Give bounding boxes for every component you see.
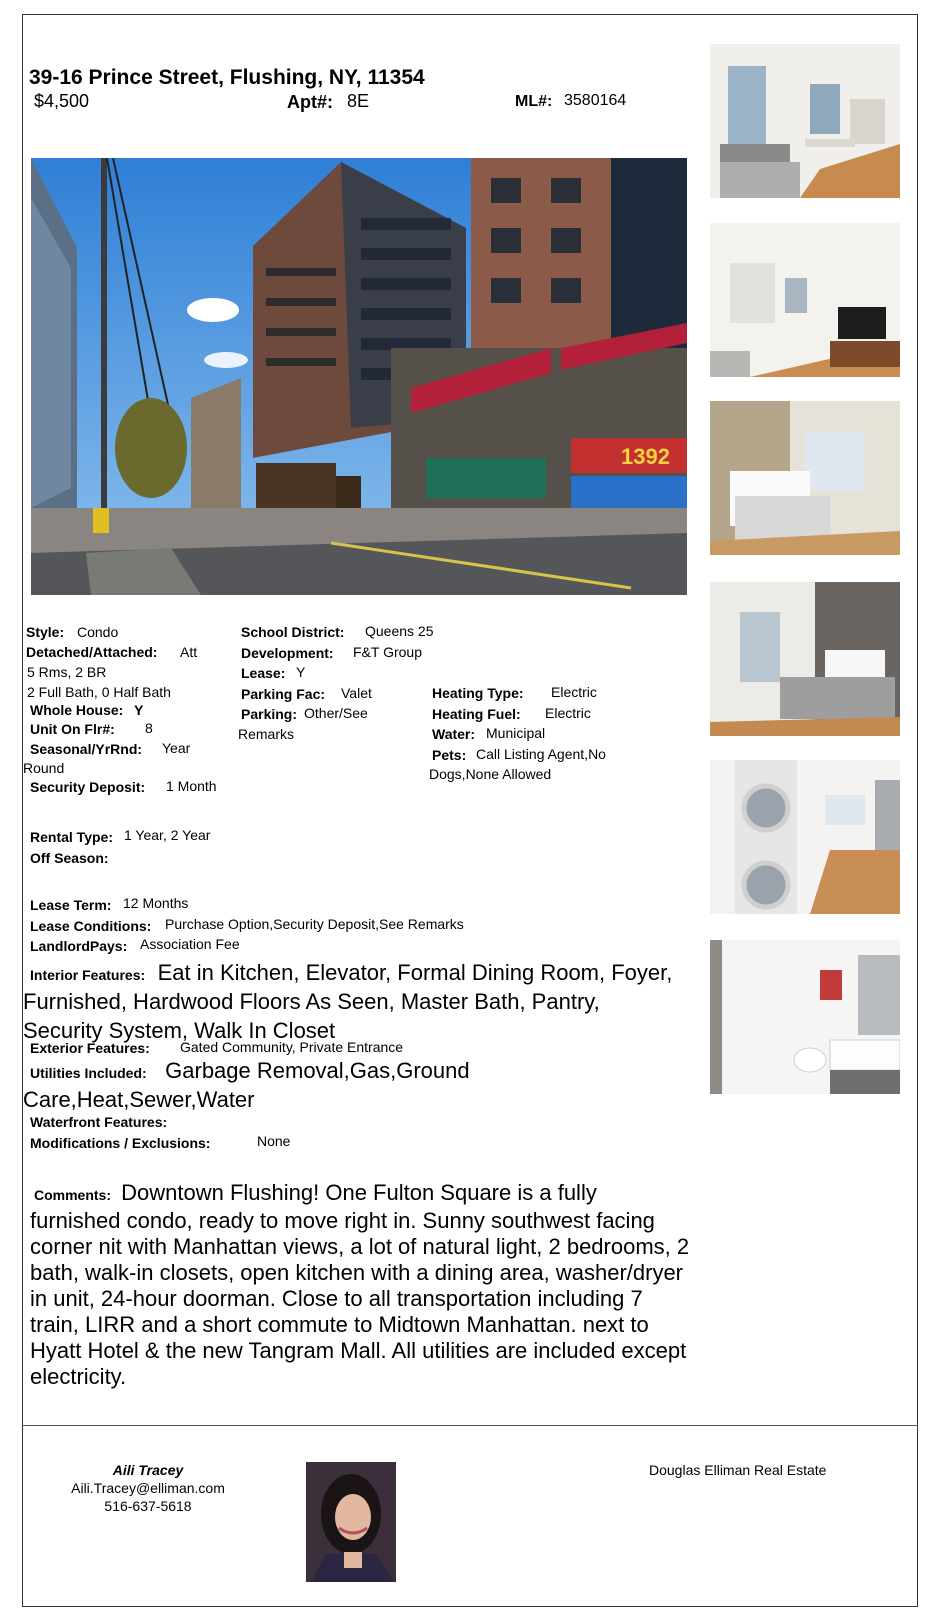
utilities-label: Utilities Included: [30, 1065, 147, 1081]
utilities-included [23, 1058, 543, 1116]
landlord-pays-value: Association Fee [140, 936, 240, 952]
lease-value: Y [296, 664, 306, 680]
baths-text: 2 Full Bath, 0 Half Bath [27, 684, 171, 700]
school-district-label: School District: [241, 624, 345, 640]
brokerage-name: Douglas Elliman Real Estate [649, 1462, 827, 1478]
water-label: Water: [432, 726, 476, 742]
listing-address: 39-16 Prince Street, Flushing, NY, 11354 [29, 66, 425, 89]
off-season-label: Off Season: [30, 850, 109, 866]
heating-type-value: Electric [551, 684, 597, 700]
landlord-pays-label: LandlordPays: [30, 938, 128, 954]
rental-type-label: Rental Type: [30, 829, 113, 845]
comments-section [30, 1180, 690, 1390]
whole-house-value: Y [134, 702, 144, 718]
school-district-value: Queens 25 [365, 623, 434, 639]
utilities-value: Garbage Removal,Gas,Ground Care,Heat,Sewer,Water [23, 1058, 470, 1112]
style-label: Style: [26, 624, 65, 640]
development-value: F&T Group [353, 644, 422, 660]
lease-term-value: 12 Months [123, 895, 189, 911]
main-building-photo [31, 158, 687, 595]
parking-fac-value: Valet [341, 685, 372, 701]
comments-label: Comments: [34, 1187, 112, 1203]
lease-label: Lease: [241, 665, 286, 681]
thumbnail-bathroom[interactable] [710, 940, 900, 1094]
agent-phone[interactable]: 516-637-5618 [104, 1498, 192, 1514]
style-value: Condo [77, 624, 119, 640]
exterior-features-value: Gated Community, Private Entrance [180, 1039, 404, 1055]
thumbnail-living-kitchen[interactable] [710, 223, 900, 377]
interior-features-label: Interior Features: [30, 967, 146, 983]
storefront-sign-number: 1392 [621, 444, 670, 469]
listing-price: $4,500 [34, 91, 90, 111]
development-label: Development: [241, 645, 334, 661]
thumbnail-washer-dryer[interactable] [710, 760, 900, 914]
lease-term-label: Lease Term: [30, 897, 112, 913]
rooms-text: 5 Rms, 2 BR [27, 664, 107, 680]
parking-value-cont: Remarks [238, 726, 295, 742]
thumbnail-bedroom[interactable] [710, 401, 900, 555]
seasonal-value: Year [162, 740, 191, 756]
thumbnail-bedroom-2[interactable] [710, 582, 900, 736]
interior-features [23, 960, 683, 1047]
thumbnail-living-room[interactable] [710, 44, 900, 198]
comments-text: Downtown Flushing! One Fulton Square is a fully furnished condo, ready to move right in. Sunny southwest facing corner nit with Manhattan views, a lot of natural light, 2 bedrooms, 2 bath, walk-in closets, open kitchen with a dining area, washer/dryer in unit, 24-hour doorman. Close to all transportation including 7 train, LIRR and a short commute to Midtown Manhattan. next to Hyatt Hotel & the new Tangram Mall. All utilities are included except electricity. [30, 1180, 690, 1389]
whole-house-label: Whole House: [30, 702, 124, 718]
seasonal-label: Seasonal/YrRnd: [30, 741, 143, 757]
security-deposit-label: Security Deposit: [30, 779, 146, 795]
ml-label: ML#: [515, 93, 553, 110]
modifications-value: None [257, 1133, 291, 1149]
agent-name: Aili Tracey [112, 1462, 184, 1478]
waterfront-features-label: Waterfront Features: [30, 1114, 168, 1130]
pets-label: Pets: [432, 747, 467, 763]
interior-features-value: Eat in Kitchen, Elevator, Formal Dining Room, Foyer, Furnished, Hardwood Floors As Seen, Master Bath, Pantry, Security System, Walk In Closet [23, 960, 673, 1043]
lease-conditions-value: Purchase Option,Security Deposit,See Remarks [165, 916, 464, 932]
apt-value: 8E [347, 91, 370, 111]
unit-floor-value: 8 [145, 720, 153, 736]
water-value: Municipal [486, 725, 546, 741]
agent-photo [306, 1462, 396, 1582]
pets-value: Call Listing Agent,No [476, 746, 606, 762]
seasonal-value-cont: Round [23, 760, 65, 776]
exterior-features-label: Exterior Features: [30, 1040, 150, 1056]
parking-fac-label: Parking Fac: [241, 686, 326, 702]
pets-value-cont: Dogs,None Allowed [429, 766, 552, 782]
security-deposit-value: 1 Month [166, 778, 217, 794]
modifications-label: Modifications / Exclusions: [30, 1135, 211, 1151]
lease-conditions-label: Lease Conditions: [30, 918, 152, 934]
agent-email[interactable]: Aili.Tracey@elliman.com [71, 1480, 225, 1496]
rental-type-value: 1 Year, 2 Year [124, 827, 211, 843]
heating-type-label: Heating Type: [432, 685, 524, 701]
detached-value: Att [180, 644, 198, 660]
heating-fuel-value: Electric [545, 705, 591, 721]
footer-divider [22, 1425, 918, 1426]
apt-label: Apt#: [287, 92, 333, 112]
heating-fuel-label: Heating Fuel: [432, 706, 521, 722]
ml-value: 3580164 [564, 92, 627, 109]
unit-floor-label: Unit On Flr#: [30, 721, 115, 737]
parking-label: Parking: [241, 706, 298, 722]
detached-label: Detached/Attached: [26, 644, 158, 660]
parking-value: Other/See [304, 705, 368, 721]
